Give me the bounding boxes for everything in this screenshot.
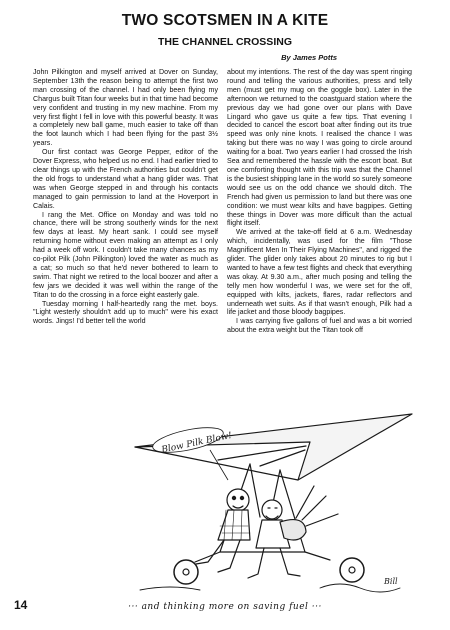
paragraph: I was carrying five gallons of fuel and was a bit worried about the extra weight but the Titan took off (227, 317, 412, 335)
article-subtitle: THE CHANNEL CROSSING (158, 36, 292, 48)
page-number: 14 (14, 598, 28, 612)
paragraph: about my intentions. The rest of the day was spent ringing round and telling the various authorities, press and telly men (must get my mug on the goggle box). Later in the afternoon we returned to the coastguard station where the previous day we had gone over our plans with Dave Lingard who gave us quite a few tips. That evening I decided to cancel the escort boat after finding out its true speed was only nine knots. I realised the chance I was taking but there was no way I was going to circle around waiting for a boat. Two years earlier I had crossed the Irish Sea and remembered the hassle with the escort boat. But one comforting thought with this trip was that the Channel is the busiest shipping lane in the world so surely someone would see us on the odd chance we should ditch. The French had given us permission to land but there was one condition: we must wear kilts and have bagpipes. Getting these things in Dover was more difficult than the actual flight itself. (227, 68, 412, 228)
speech-bubble-text: Blow Pilk Blow! (160, 430, 233, 456)
article-title: TWO SCOTSMEN IN A KITE (121, 12, 329, 29)
right-column (227, 68, 412, 335)
illustration-caption: ··· and thinking more on saving fuel ··· (128, 602, 322, 612)
wheel-icon (174, 560, 198, 584)
paragraph: We arrived at the take-off field at 6 a.m. Wednesday which, incidentally, was used for the film "Those Magnificent Men In Their Flying Machines", and rigged the glider. The glider only takes about 20 minutes to rig but I wanted to have a few test flights and check that everything was okay. At 9.30 a.m., after much posing and telling the telly men how wonderful I was, we were set for the off, equipped with kilts, jackets, flares, radar reflectors and underneath wet suits. As if that wasn't enough, Pilk had a life jacket and those bloody bagpipes. (227, 228, 412, 317)
paragraph: I rang the Met. Office on Monday and was told no chance, there will be strong southerly winds for the next few days at least. My heart sank. I could see myself returning home without even making an attempt as I only had a week off work. I couldn't take many chances as my co-pilot Pilk (John Pilkington) loved the water as much as a cat; so much so that he'd never bothered to learn to swim. That night we retired to the local boozer and after a few jars we decided it was well within the range of the Titan to do the crossing in a force eight easterly gale. (33, 210, 218, 299)
paragraph: Our first contact was George Pepper, editor of the Dover Express, who helped us no end. I had earlier tried to clear things up with the French authorities but couldn't get the old frogs to understand what a hang glider was. That was when George stepped in and through his contacts managed to gain permission to land at the Hoverport in Calais. (33, 148, 218, 210)
paragraph: John Pilkington and myself arrived at Dover on Sunday, September 13th the reason being to attempt the first two man crossing of the channel. I had only been flying my Chargus built Titan four weeks but in that time had become very confident and trusting in my new machine. From my very first flight I fell in love with this powerful beasty. It was a completely new ball game, much easier to take off than the foot launch which I had been flying for the past 3½ years. (33, 68, 218, 148)
speech-bubble (151, 423, 234, 480)
bagpipes-icon (280, 520, 306, 540)
cartoon-illustration (100, 402, 420, 602)
artist-signature: Bill (384, 577, 398, 586)
article-byline: By James Potts (281, 53, 337, 62)
paragraph: Tuesday morning I half-heartedly rang the met. boys. "Light westerly shouldn't add up to much" were his exact words. Jings! I'd better tell the world (33, 299, 218, 326)
left-column (33, 68, 218, 326)
copilot-head-icon (262, 500, 282, 520)
wheel-icon (340, 558, 364, 582)
